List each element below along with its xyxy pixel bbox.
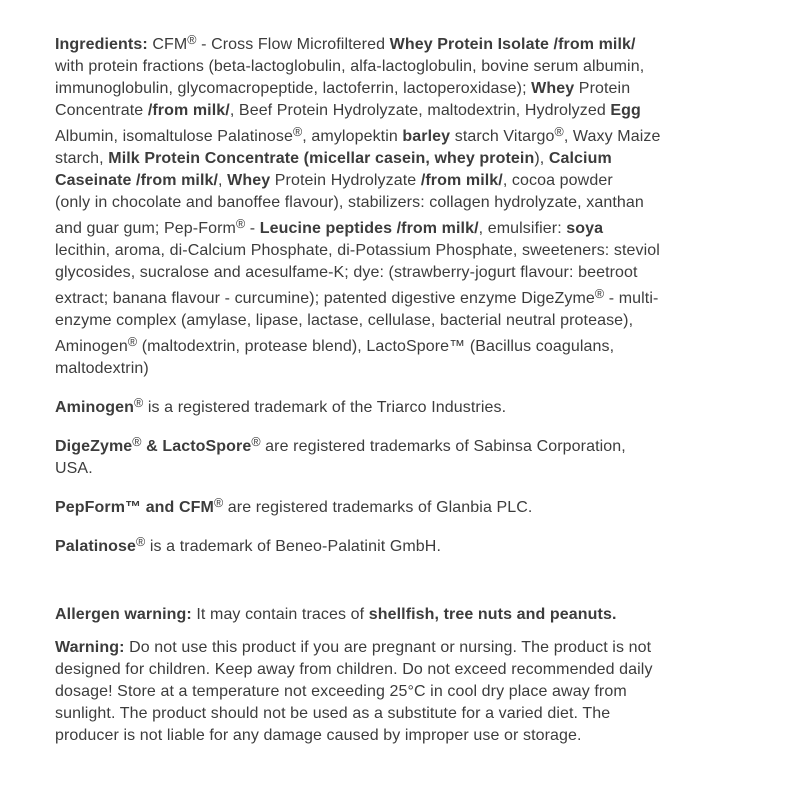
- text-line: Concentrate /from milk/, Beef Protein Hydrolyzate, maltodextrin, Hydrolyzed Egg: [55, 102, 641, 119]
- text-line: Albumin, isomaltulose Palatinose®, amylopektin barley starch Vitargo®, Waxy Maize: [55, 124, 661, 145]
- text-line: immunoglobulin, glycomacropeptide, lactoferrin, lactoperoxidase); Whey Protein: [55, 80, 631, 97]
- text-line: extract; banana flavour - curcumine); patented digestive enzyme DigeZyme® - multi-: [55, 286, 659, 307]
- text-line: PepForm™ and CFM® are registered trademarks of Glanbia PLC.: [55, 495, 533, 516]
- text-line: producer is not liable for any damage caused by improper use or storage.: [55, 727, 582, 744]
- trademark-glanbia: [55, 493, 750, 519]
- text-line: glycosides, sucralose and acesulfame-K; dye: (strawberry-jogurt flavour: beetroot: [55, 264, 638, 281]
- text-line: Caseinate /from milk/, Whey Protein Hydrolyzate /from milk/, cocoa powder: [55, 172, 613, 189]
- text-line: starch, Milk Protein Concentrate (micellar casein, whey protein), Calcium: [55, 150, 612, 167]
- text-line: Aminogen® (maltodextrin, protease blend), LactoSpore™ (Bacillus coagulans,: [55, 334, 615, 355]
- usage-warning: [55, 637, 750, 747]
- text-line: Palatinose® is a trademark of Beneo-Palatinit GmbH.: [55, 534, 442, 555]
- text-line: Warning: Do not use this product if you are pregnant or nursing. The product is not: [55, 639, 652, 656]
- text-line: Aminogen® is a registered trademark of the Triarco Industries.: [55, 395, 507, 416]
- trademark-palatinose: [55, 532, 750, 558]
- text-line: DigeZyme® & LactoSpore® are registered trademarks of Sabinsa Corporation,: [55, 434, 626, 455]
- text-line: Allergen warning: It may contain traces of shellfish, tree nuts and peanuts.: [55, 606, 617, 623]
- text-line: maltodextrin): [55, 360, 149, 377]
- text-line: Ingredients: CFM® - Cross Flow Microfiltered Whey Protein Isolate /from milk/: [55, 32, 636, 53]
- trademark-aminogen: [55, 393, 750, 419]
- ingredients-paragraph: [55, 30, 750, 380]
- text-line: USA.: [55, 460, 93, 477]
- text-line: dosage! Store at a temperature not exceeding 25°C in cool dry place away from: [55, 683, 627, 700]
- text-line: lecithin, aroma, di-Calcium Phosphate, di-Potassium Phosphate, sweeteners: steviol: [55, 242, 660, 259]
- allergen-warning: [55, 604, 750, 626]
- text-line: and guar gum; Pep-Form® - Leucine peptides /from milk/, emulsifier: soya: [55, 216, 604, 237]
- text-line: sunlight. The product should not be used as a substitute for a varied diet. The: [55, 705, 611, 722]
- text-line: designed for children. Keep away from children. Do not exceed recommended daily: [55, 661, 653, 678]
- text-line: (only in chocolate and banoffee flavour), stabilizers: collagen hydrolyzate, xanthan: [55, 194, 644, 211]
- text-line: enzyme complex (amylase, lipase, lactase, cellulase, bacterial neutral protease),: [55, 312, 634, 329]
- text-line: with protein fractions (beta-lactoglobulin, alfa-lactoglobulin, bovine serum albumin,: [55, 58, 645, 75]
- trademark-sabinsa: [55, 432, 750, 480]
